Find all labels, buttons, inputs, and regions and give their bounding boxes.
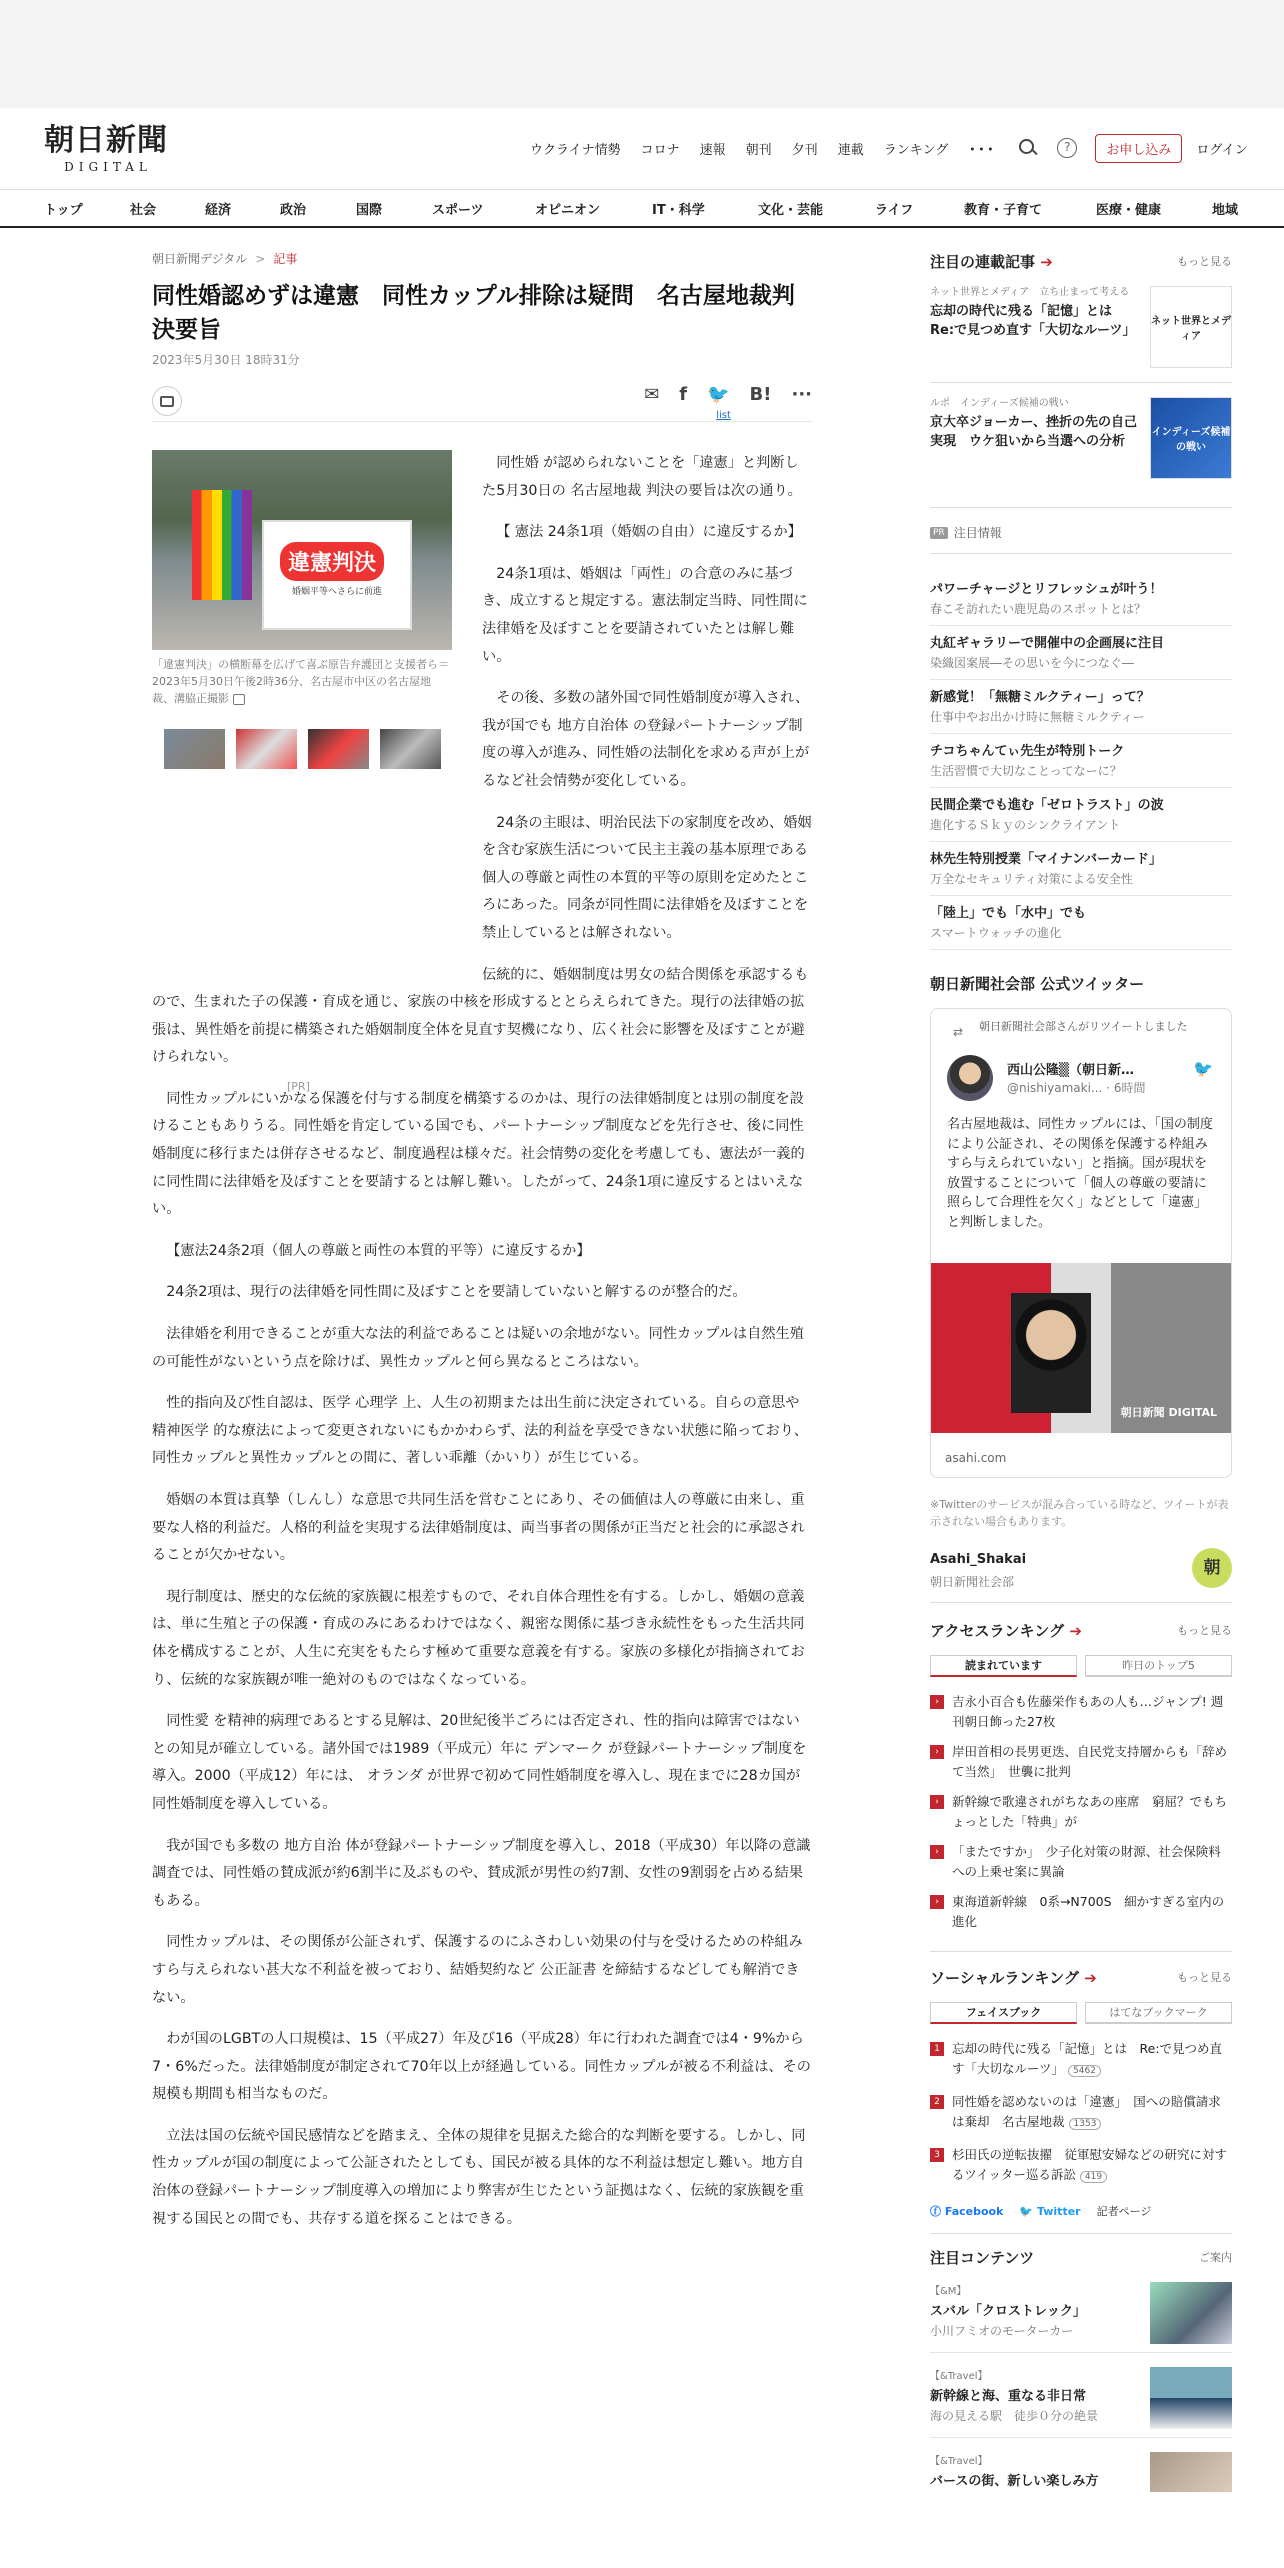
content-item[interactable]	[930, 2367, 1232, 2438]
tweet-text: 名古屋地裁は、同性カップルには、「国の制度により公証され、その関係を保護する枠組みすら与えられていない」と指摘。国が現状を放置することについて「個人の尊厳の要請に照らして合理性を欠く」などとして「違憲」と判断しました。	[947, 1117, 1213, 1230]
twitter-account[interactable]	[930, 1548, 1232, 1598]
tab-hatena[interactable]: はてなブックマーク	[1085, 2002, 1232, 2024]
rank-text[interactable]: 新幹線で歌違されがちなあの座席 窮屈？でもちょっとした「特典」が	[952, 1794, 1228, 1829]
access-ranking	[930, 1619, 1232, 1937]
access-heading: アクセスランキング	[930, 1621, 1065, 1640]
paragraph: 同性カップルにいかなる保護を付与する制度を構築するのかは、現行の法律婚制度とは別の制度を設けることもありうる。同性婚を肯定している国でも、パートナーシップ制度などを先行させ、後に同性婚制度に移行または併存させるなど、制度過程は様々だ。社会情勢の変化を考慮しても、憲法が一義的に同性間に法律婚を及ぼすことを要請するとは解し難い。したがって、24条1項に違反するとはいえない。	[152, 1090, 805, 1218]
facebook-link[interactable]: ⓕ Facebook	[930, 2205, 1004, 2218]
pr-sub: 仕事中やお出かけ時に無糖ミルクティー	[930, 710, 1145, 724]
article-toolbar	[152, 378, 812, 422]
account-name[interactable]: Asahi_Shakai	[930, 1552, 1027, 1567]
list-item[interactable]	[930, 1737, 1232, 1787]
rank-marker: ›	[930, 1745, 944, 1759]
tab-most-read[interactable]: 読まれています	[930, 1655, 1077, 1677]
section-heading: 【憲法24条2項（個人の尊厳と両性の本質的平等）に違反するか】	[166, 1242, 591, 1259]
pr-sub: 進化するＳｋｙのシンクライアント	[930, 818, 1121, 832]
share-bar	[644, 384, 812, 421]
facebook-icon[interactable]: f	[679, 384, 688, 405]
print-icon	[160, 396, 174, 407]
social-list	[930, 2034, 1232, 2193]
nav-evening[interactable]: 夕刊	[791, 142, 818, 158]
cat-life[interactable]: ライフ	[875, 202, 914, 218]
divider	[930, 553, 1232, 554]
tab-yesterday-top5[interactable]: 昨日のトップ5	[1085, 1655, 1232, 1677]
pr-sub: 生活習慣で大切なことってなーに？	[930, 764, 1122, 778]
content-tag: 【&Travel】	[930, 2456, 988, 2467]
list-item[interactable]	[930, 1787, 1232, 1837]
tweet-handle: @nishiyamaki...	[1007, 1081, 1103, 1095]
arrow-right-icon[interactable]: ➔	[1040, 252, 1053, 271]
paragraph: 24条2項は、現行の法律婚を同性間に及ぼすことを要請していないと解するのが整合的だ。	[166, 1284, 747, 1301]
breadcrumb-articles[interactable]: 記事	[273, 252, 298, 266]
hatena-list-link[interactable]: list	[716, 410, 731, 421]
caption-text: 「違憲判決」の横断幕を広げて喜ぶ原告弁護団と支援者ら＝2023年5月30日午後2時36分、名古屋市中区の名古屋地裁、溝脇正撮影	[152, 658, 449, 705]
paragraph: 我が国でも多数の 地方自治 体が登録パートナーシップ制度を導入し、2018（平成30）年以降の意識調査では、同性婚の賛成派が約6割半に及ぶものや、賛成派が男性の約7割、女性の9割弱を占める結果もある。	[152, 1837, 811, 1909]
nav-morning[interactable]: 朝刊	[745, 142, 772, 158]
logo-sub: DIGITAL	[64, 160, 152, 174]
rank-marker: ›	[930, 1795, 944, 1809]
article-main	[152, 250, 812, 2227]
series-item[interactable]	[930, 286, 1232, 374]
cat-opinion[interactable]: オピニオン	[535, 202, 601, 218]
cat-society[interactable]: 社会	[130, 202, 157, 218]
paragraph: わが国のLGBTの人口規模は、15（平成27）年及び16（平成28）年に行われた調査では4・9%から7・6%だった。法律婚制度が制定されて70年以上が経過している。同性カップルが被る不利益は、その規模も期間も相当なものだ。	[152, 2031, 811, 2103]
tweet-author-handle	[1007, 1079, 1145, 1096]
site-logo[interactable]	[44, 124, 172, 174]
social-tabs	[930, 2002, 1232, 2024]
paragraph: 現行制度は、歴史的な伝統的家族観に根差すもので、それ自体合理性を有する。しかし、婚姻の意義は、単に生殖と子の保護・育成のみにあるわけではなく、親密な関係に基づき永続性をもった生活共同体を構成することが、人生に充実をもたらす極めて重要な意義を有する。家族の多様化が指摘されており、伝統的な家族観が唯一絶対のものではなくなっている。	[152, 1588, 805, 1688]
more-share-icon[interactable]: ···	[791, 384, 812, 405]
rank-marker: ›	[930, 1845, 944, 1859]
content-heading: 注目コンテンツ	[930, 2248, 1035, 2267]
section-heading: 【 憲法 24条1項（婚姻の自由）に違反するか】	[496, 524, 802, 541]
twitter-icon[interactable]: 🐦	[707, 384, 730, 405]
account-sub: 朝日新聞社会部	[930, 1575, 1015, 1589]
nav-ranking[interactable]: ランキング	[883, 142, 949, 158]
access-tabs	[930, 1655, 1232, 1677]
list-item[interactable]	[930, 1687, 1232, 1737]
tweet-image-watermark: 朝日新聞 DIGITAL	[1120, 1406, 1217, 1419]
twitter-note: ※Twitterのサービスが混み合っている時など、ツイートが表示されない場合もあります。	[930, 1498, 1229, 1528]
divider	[930, 2233, 1232, 2234]
rank-text[interactable]: 同性婚を認めないのは「違憲」 国への賠償請求は棄却 名古屋地裁	[952, 2094, 1221, 2129]
rank-text[interactable]: 忘却の時代に残る「記憶」とは Re:で見つめ直す「大切なルーツ」	[952, 2041, 1223, 2076]
pr-info-item[interactable]	[930, 842, 1232, 896]
arrow-right-icon[interactable]: ➔	[1069, 1621, 1082, 1640]
cat-politics[interactable]: 政治	[280, 202, 307, 218]
rank-number: 1	[930, 2042, 944, 2056]
nav-series[interactable]: 連載	[837, 142, 864, 158]
mail-icon[interactable]: ✉	[644, 384, 660, 405]
top-nav	[530, 134, 1248, 162]
pr-title[interactable]: 新感覚！「無糖ミルクティー」って？	[930, 690, 1150, 705]
pr-info-header	[930, 524, 1232, 541]
tab-facebook[interactable]: フェイスブック	[930, 2002, 1077, 2024]
content-title[interactable]: 新幹線と海、重なる非日常	[930, 2389, 1087, 2404]
series-thumb-text: ネット世界とメディア	[1151, 316, 1231, 342]
pr-title[interactable]: 「陸上」でも「水中」でも	[930, 906, 1087, 921]
content-thumbnail[interactable]	[1150, 2452, 1232, 2492]
cat-education[interactable]: 教育・子育て	[964, 202, 1043, 218]
paragraph: その後、多数の諸外国で同性婚制度が導入され、我が国でも 地方自治体 の登録パートナーシップ制度の導入が進み、同性婚の法制化を求める声が上がるなど社会情勢が変化している。	[482, 690, 810, 789]
cat-culture[interactable]: 文化・芸能	[758, 202, 824, 218]
retweet-label: 朝日新聞社会部さんがリツイートしました	[979, 1020, 1188, 1033]
pr-title[interactable]: チコちゃんてぃ先生が特別トーク	[930, 744, 1125, 759]
cat-economy[interactable]: 経済	[205, 202, 232, 218]
paragraph: 同性カップルは、その関係が公証されず、保護するのにふさわしい効果の付与を受けるための枠組みすら与えられない甚大な不利益を被っており、結婚契約など 公正証書 を締結するなどしても解消できない。	[152, 1934, 803, 2006]
pr-badge: PR	[930, 527, 948, 539]
list-item[interactable]	[930, 1837, 1232, 1887]
rank-text[interactable]: 岸田首相の長男更迭、自民党支持層からも「辞めて当然」 世襲に批判	[952, 1744, 1228, 1779]
tweet-image-person	[1011, 1293, 1091, 1413]
content-title[interactable]: バースの街、新しい楽しみ方	[930, 2474, 1099, 2489]
social-links	[930, 2203, 1232, 2219]
content-item[interactable]	[930, 2282, 1232, 2353]
share-count-badge: 419	[1080, 2171, 1107, 2183]
tweet-link-domain[interactable]: asahi.com	[945, 1451, 1007, 1465]
pr-info-item[interactable]	[930, 788, 1232, 842]
category-nav	[0, 190, 1284, 228]
content-thumbnail[interactable]	[1150, 2367, 1232, 2429]
logo-text: 朝日新聞	[44, 123, 168, 158]
retweet-icon: ⇄	[953, 1025, 964, 1039]
pr-title[interactable]: 林先生特別授業「マイナンバーカード」	[930, 852, 1162, 867]
pr-title[interactable]: 民間企業でも進む「ゼロトラスト」の波	[930, 798, 1164, 813]
paragraph: 同性愛 を精神的病理であるとする見解は、20世紀後半ごろには否定され、性的指向は障害ではないとの知見が確立している。諸外国では1989（平成元）年に デンマーク が登録パートナーシップ制度を導入。2000（平成12）年には、 オランダ が世界で初めて同性婚制度を導入し、現在までに28カ国が同性婚制度を導入している。	[152, 1713, 807, 1812]
series-item[interactable]	[930, 397, 1232, 485]
access-list	[930, 1687, 1232, 1937]
content-item[interactable]	[930, 2452, 1232, 2500]
help-icon[interactable]: ?	[1057, 138, 1077, 158]
tweet-time[interactable]: · 6時間	[1106, 1081, 1146, 1095]
pr-info-item[interactable]	[930, 626, 1232, 680]
pr-info-item[interactable]	[930, 734, 1232, 788]
share-count-badge: 5462	[1068, 2065, 1101, 2077]
cat-top[interactable]: トップ	[44, 202, 83, 218]
paragraph: 法律婚を利用できることが重大な法的利益であることは疑いの余地がない。同性カップルは自然生殖の可能性がないという点を除けば、異性カップルと何ら異なるところはない。	[152, 1326, 804, 1370]
paragraph: 立法は国の伝統や国民感情などを踏まえ、全体の規律を見据えた総合的な判断を要する。しかし、同性カップルが国の制度によって公証されたとしても、国民が被る具体的な不利益は想定し難い。地方自治体の登録パートナーシップ制度導入の増加により弊害が生じたという証拠はなく、伝統的家族観を重視する国民との間でも、共存する道を探ることはできる。	[152, 2127, 806, 2227]
avatar[interactable]	[947, 1055, 993, 1101]
subscribe-button[interactable]: お申し込み	[1095, 134, 1182, 163]
access-more-link[interactable]: もっと見る	[1177, 1624, 1232, 1637]
series-thumbnail[interactable]	[1150, 397, 1232, 479]
nav-corona[interactable]: コロナ	[640, 142, 680, 158]
site-header	[0, 108, 1284, 190]
series-header	[930, 250, 1232, 272]
cat-it-science[interactable]: IT・科学	[652, 202, 705, 218]
rank-number: 3	[930, 2148, 944, 2162]
arrow-right-icon[interactable]: ➔	[1084, 1968, 1097, 1987]
series-thumb-text: インディーズ候補の戦い	[1151, 427, 1231, 453]
more-menu-icon[interactable]: ･･･	[968, 139, 996, 159]
series-tag: ネット世界とメディア 立ち止まって考える	[930, 287, 1130, 298]
rank-marker: ›	[930, 1895, 944, 1909]
series-heading: 注目の連載記事	[930, 252, 1036, 271]
content-tag: 【&Travel】	[930, 2371, 988, 2382]
cat-health[interactable]: 医療・健康	[1096, 202, 1162, 218]
list-item[interactable]	[930, 1887, 1232, 1937]
featured-content	[930, 2246, 1232, 2500]
cat-international[interactable]: 国際	[356, 202, 383, 218]
pr-info-list	[930, 572, 1232, 950]
pr-info-item[interactable]	[930, 680, 1232, 734]
breadcrumb-home[interactable]: 朝日新聞デジタル	[152, 252, 248, 266]
series-title[interactable]: 京大卒ジョーカー、挫折の先の自己実現 ウケ狙いから当選への分析	[930, 415, 1137, 449]
list-item[interactable]	[930, 2034, 1232, 2087]
hatena-bookmark-icon[interactable]: B!	[749, 384, 772, 405]
twitter-section	[930, 972, 1232, 1598]
breadcrumb-separator: >	[255, 251, 266, 266]
twitter-label: Twitter	[1036, 2204, 1081, 2218]
series-tag: ルポ インディーズ候補の戦い	[930, 398, 1069, 409]
article-title: 同性婚認めずは違憲 同性カップル排除は疑問 名古屋地裁判決要旨	[152, 283, 795, 343]
rank-text[interactable]: 「またですか」 少子化対策の財源、社会保険料への上乗せ案に異論	[952, 1844, 1221, 1879]
share-count-badge: 1353	[1069, 2118, 1102, 2130]
cat-region[interactable]: 地域	[1212, 202, 1239, 218]
rank-text[interactable]: 杉田氏の逆転抜擢 従軍慰安婦などの研究に対するツイッター巡る訴訟	[952, 2147, 1228, 2182]
login-link[interactable]: ログイン	[1196, 142, 1248, 158]
rank-number: 2	[930, 2095, 944, 2109]
paragraph: 婚姻の本質は真摯（しんし）な意思で共同生活を営むことにあり、その価値は人の尊厳に由来し、重要な人格的利益だ。人格的利益を実現する法律婚制度は、両当事者の関係が正当だと社会的に承認されることが欠かせない。	[152, 1492, 805, 1564]
divider	[930, 1602, 1232, 1603]
paragraph: 性的指向及び性自認は、医学 心理学 上、人生の初期または出生前に決定されている。自らの意思や 精神医学 的な療法によって変更されないにもかかわらず、法的利益を享受できない状態に陥っており、同性カップルと異性カップルとの間に、著しい乖離（かいり）が生じている。	[152, 1395, 809, 1467]
print-button[interactable]	[152, 386, 182, 416]
pr-sub: 春こそ訪れたい鹿児島のスポットとは？	[930, 602, 1147, 616]
breadcrumb	[152, 250, 812, 267]
content-sub: 小川フミオのモーターカー	[930, 2324, 1074, 2338]
list-item[interactable]	[930, 2087, 1232, 2140]
pr-title[interactable]: 丸紅ギャラリーで開催中の企画展に注目	[930, 636, 1165, 651]
facebook-label: Facebook	[944, 2205, 1004, 2218]
series-more-link[interactable]: もっと見る	[1177, 255, 1232, 268]
content-title[interactable]: スバル「クロストレック」	[930, 2304, 1086, 2319]
account-badge[interactable]: 朝	[1192, 1548, 1232, 1588]
twitter-link[interactable]: 🐦 Twitter	[1019, 2204, 1081, 2218]
photo-banner-text: 違憲判決	[280, 542, 384, 581]
pr-sub: スマートウォッチの進化	[930, 926, 1062, 940]
pr-info-heading: 注目情報	[953, 526, 1002, 540]
social-more-link[interactable]: もっと見る	[1177, 1971, 1232, 1984]
twitter-heading: 朝日新聞社会部 公式ツイッター	[930, 974, 1145, 993]
search-icon[interactable]	[1017, 137, 1039, 159]
tweet-author-name[interactable]: 西山公隆▒（朝日新…	[1007, 1063, 1134, 1078]
paragraph: 24条の主眼は、明治民法下の家制度を改め、婚姻を含む家族生活について民主主義の基本原理である個人の尊厳と両性の本質的平等の原則を定めたところにあった。同条が同性間に法律婚を及ぼすことを禁止しているとは解されない。	[482, 814, 812, 941]
rank-marker: ›	[930, 1695, 944, 1709]
divider	[930, 382, 1232, 383]
photo-banner-sub: 婚姻平等へさらに前進	[292, 587, 383, 597]
paragraph: 伝統的に、婚姻制度は男女の結合関係を承認するもので、生まれた子の保護・育成を通じ、家族の中核を形成するととらえられてきた。現行の法律婚の拡張は、異性婚を前提に構築された婚姻制度全体を見直す契機になり、広く社会に影響を及ぼすことが避けられない。	[152, 966, 809, 1066]
content-sub: 海の見える駅 徒歩０分の絶景	[930, 2409, 1099, 2423]
content-thumbnail[interactable]	[1150, 2282, 1232, 2344]
series-title[interactable]: 忘却の時代に残る「記憶」とは Re:で見つめ直す「大切なルーツ」	[930, 304, 1136, 338]
content-more-link[interactable]: ご案内	[1199, 2251, 1232, 2264]
rank-text[interactable]: 東海道新幹線 0系→N700S 細かすぎる室内の進化	[952, 1894, 1225, 1929]
divider	[930, 507, 1232, 508]
series-thumbnail[interactable]	[1150, 286, 1232, 368]
paragraph: 24条1項は、婚姻は「両性」の合意のみに基づき、成立すると規定する。憲法制定当時、同性間に法律婚を及ぼすことを要請されていたとは解し難い。	[482, 565, 808, 665]
rank-text[interactable]: 吉永小百合も佐藤栄作もあの人も…ジャンプ! 週刊朝日飾った27枚	[952, 1694, 1224, 1729]
pr-info-item[interactable]	[930, 572, 1232, 626]
pr-label: [PR]	[287, 1080, 310, 1093]
pr-sub: 万全なセキュリティ対策による安全性	[930, 872, 1133, 886]
sidebar	[930, 250, 1232, 2500]
pr-info-item[interactable]	[930, 896, 1232, 950]
content-tag: 【&M】	[930, 2286, 967, 2297]
nav-ukraine[interactable]: ウクライナ情勢	[530, 142, 621, 158]
reporter-page-link[interactable]: 記者ページ	[1096, 2205, 1152, 2218]
divider	[930, 1951, 1232, 1952]
cat-sports[interactable]: スポーツ	[432, 202, 484, 218]
paragraph: 同性婚 が認められないことを「違憲」と判断した5月30日の 名古屋地裁 判決の要旨は次の通り。	[482, 455, 802, 499]
list-item[interactable]	[930, 2140, 1232, 2193]
article-date: 2023年5月30日 18時31分	[152, 353, 300, 367]
tweet-card[interactable]	[930, 1008, 1232, 1478]
nav-breaking[interactable]: 速報	[699, 142, 726, 158]
social-heading: ソーシャルランキング	[930, 1968, 1079, 1987]
tweet-image[interactable]	[931, 1263, 1231, 1433]
pr-title[interactable]: パワーチャージとリフレッシュが叶う！	[930, 582, 1163, 597]
pr-sub: 染織図案展―その思いを今につなぐ―	[930, 656, 1134, 670]
social-ranking	[930, 1966, 1232, 2219]
twitter-bird-icon[interactable]: 🐦	[1193, 1059, 1213, 1078]
top-ad-banner	[0, 0, 1284, 108]
article-body	[152, 450, 812, 2247]
